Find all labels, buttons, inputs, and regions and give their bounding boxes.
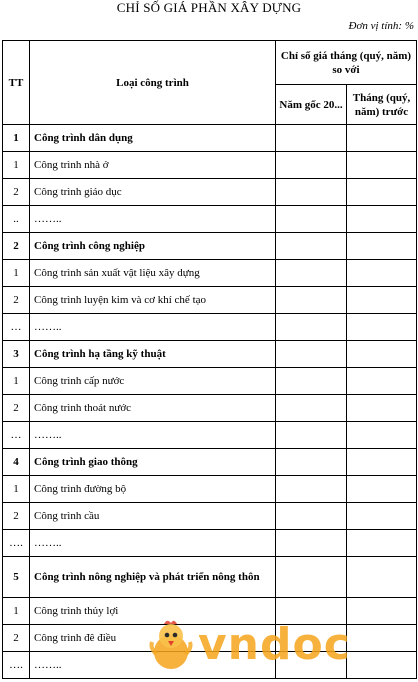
base-year-value-cell <box>276 287 347 314</box>
previous-period-value-cell <box>347 287 417 314</box>
project-type-name: Công trình luyện kim và cơ khí chế tạo <box>30 287 276 314</box>
previous-period-value-cell <box>347 530 417 557</box>
header-tt: TT <box>3 41 30 125</box>
row-number: 1 <box>3 125 30 152</box>
project-type-name: …….. <box>30 530 276 557</box>
base-year-value-cell <box>276 422 347 449</box>
table-row <box>3 395 417 422</box>
table-row <box>3 260 417 287</box>
project-type-name: Công trình hạ tầng kỹ thuật <box>30 341 276 368</box>
base-year-value-cell <box>276 503 347 530</box>
base-year-value-cell <box>276 314 347 341</box>
previous-period-value-cell <box>347 476 417 503</box>
project-type-name: Công trình nhà ở <box>30 152 276 179</box>
table-row-group <box>3 449 417 476</box>
previous-period-value-cell <box>347 260 417 287</box>
project-type-name: Công trình sản xuất vật liệu xây dựng <box>30 260 276 287</box>
project-type-name: …….. <box>30 422 276 449</box>
previous-period-value-cell <box>347 422 417 449</box>
row-number: …. <box>3 652 30 679</box>
row-number: 2 <box>3 395 30 422</box>
previous-period-value-cell <box>347 179 417 206</box>
previous-period-value-cell <box>347 557 417 598</box>
project-type-name: Công trình công nghiệp <box>30 233 276 260</box>
previous-period-value-cell <box>347 206 417 233</box>
row-number: 2 <box>3 287 30 314</box>
table-row <box>3 287 417 314</box>
row-number: 1 <box>3 368 30 395</box>
table-row <box>3 476 417 503</box>
project-type-name: Công trình giáo dục <box>30 179 276 206</box>
table-row <box>3 503 417 530</box>
previous-period-value-cell <box>347 314 417 341</box>
table-body <box>3 125 417 679</box>
base-year-value-cell <box>276 557 347 598</box>
row-number: 2 <box>3 625 30 652</box>
project-type-name: …….. <box>30 652 276 679</box>
table-row-group <box>3 125 417 152</box>
project-type-name: Công trình thoát nước <box>30 395 276 422</box>
project-type-name: Công trình cầu <box>30 503 276 530</box>
unit-label: Đơn vị tính: % <box>348 20 414 32</box>
row-number: 3 <box>3 341 30 368</box>
vndoc-watermark <box>146 618 372 674</box>
project-type-name: Công trình đường bộ <box>30 476 276 503</box>
project-type-name: …….. <box>30 314 276 341</box>
previous-period-value-cell <box>347 395 417 422</box>
row-number: … <box>3 314 30 341</box>
project-type-name: Công trình cấp nước <box>30 368 276 395</box>
base-year-value-cell <box>276 530 347 557</box>
header-project-type: Loại công trình <box>30 41 276 125</box>
row-number: 2 <box>3 503 30 530</box>
table-row <box>3 314 417 341</box>
price-index-table <box>2 40 417 679</box>
previous-period-value-cell <box>347 152 417 179</box>
previous-period-value-cell <box>347 233 417 260</box>
row-number: 1 <box>3 152 30 179</box>
base-year-value-cell <box>276 125 347 152</box>
row-number: 2 <box>3 233 30 260</box>
base-year-value-cell <box>276 341 347 368</box>
previous-period-value-cell <box>347 125 417 152</box>
base-year-value-cell <box>276 476 347 503</box>
table-row <box>3 206 417 233</box>
table-row-group <box>3 557 417 598</box>
row-number: 1 <box>3 598 30 625</box>
row-number: .. <box>3 206 30 233</box>
table-row <box>3 179 417 206</box>
project-type-name: …….. <box>30 206 276 233</box>
row-number: 4 <box>3 449 30 476</box>
row-number: … <box>3 422 30 449</box>
row-number: 1 <box>3 260 30 287</box>
row-number: 5 <box>3 557 30 598</box>
table-row <box>3 530 417 557</box>
project-type-name: Công trình nông nghiệp và phát triển nông thôn <box>30 557 276 598</box>
base-year-value-cell <box>276 179 347 206</box>
project-type-name: Công trình dân dụng <box>30 125 276 152</box>
previous-period-value-cell <box>347 449 417 476</box>
base-year-value-cell <box>276 260 347 287</box>
table-row <box>3 422 417 449</box>
chicken-mascot-icon <box>146 618 196 674</box>
header-index-group: Chỉ số giá tháng (quý, năm) so với <box>276 41 417 85</box>
project-type-name: Công trình thủy lợi <box>30 598 276 625</box>
base-year-value-cell <box>276 152 347 179</box>
page-title: CHỈ SỐ GIÁ PHẦN XÂY DỰNG <box>116 0 302 15</box>
row-number: …. <box>3 530 30 557</box>
table-row <box>3 152 417 179</box>
previous-period-value-cell <box>347 341 417 368</box>
previous-period-value-cell <box>347 503 417 530</box>
base-year-value-cell <box>276 395 347 422</box>
row-number: 2 <box>3 179 30 206</box>
table-row-group <box>3 233 417 260</box>
base-year-value-cell <box>276 206 347 233</box>
table-row-group <box>3 341 417 368</box>
base-year-value-cell <box>276 368 347 395</box>
project-type-name: Công trình đê điều <box>30 625 276 652</box>
watermark-text: vndoc <box>198 619 351 670</box>
project-type-name: Công trình giao thông <box>30 449 276 476</box>
base-year-value-cell <box>276 449 347 476</box>
previous-period-value-cell <box>347 368 417 395</box>
row-number: 1 <box>3 476 30 503</box>
header-base-year: Năm gốc 20... <box>276 85 347 125</box>
base-year-value-cell <box>276 233 347 260</box>
header-previous-period: Tháng (quý, năm) trước <box>347 85 417 125</box>
table-row <box>3 368 417 395</box>
